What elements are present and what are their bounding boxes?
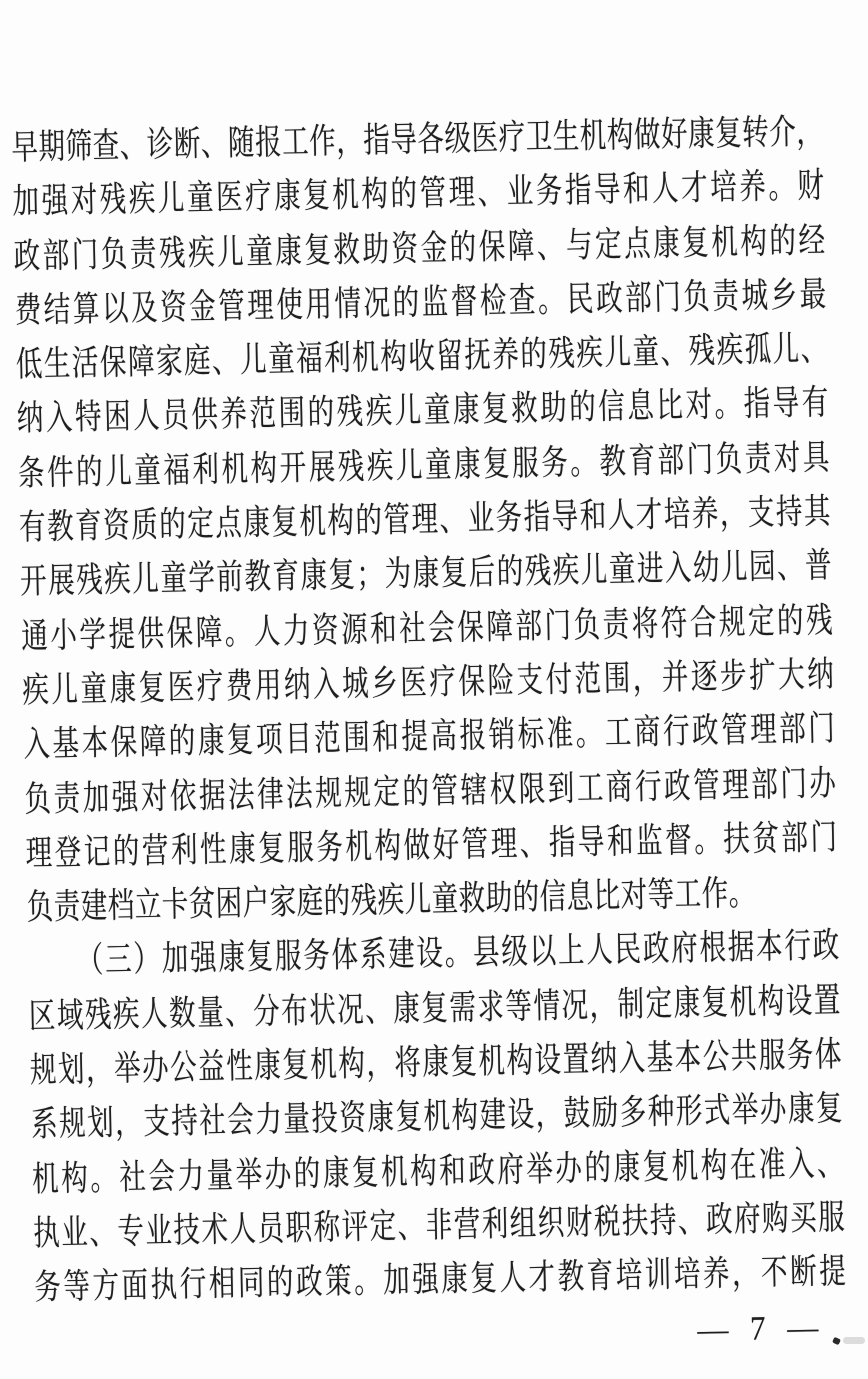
text-line: 执业、专业技术人员职称评定、非营利组织财税扶持、政府购买服 — [32, 1196, 846, 1253]
text-line: 政部门负责残疾儿童康复救助资金的保障、与定点康复机构的经 — [13, 219, 826, 276]
text-line: 纳入特困人员供养范围的残疾儿童康复救助的信息比对。指导有 — [16, 382, 830, 439]
page-number: — 7 — — [696, 1307, 826, 1349]
text-line: 低生活保障家庭、儿童福利机构收留抚养的残疾儿童、残疾孤儿、 — [15, 328, 829, 385]
text-line: 条件的儿童福利机构开展残疾儿童康复服务。教育部门负责对具 — [17, 436, 831, 493]
document-text — [11, 104, 848, 1365]
text-line: 系规划，支持社会力量投资康复机构建设，鼓励多种形式举办康复 — [30, 1088, 844, 1145]
text-line: 开展残疾儿童学前教育康复；为康复后的残疾儿童进入幼儿园、普 — [19, 545, 833, 602]
text-line-section-heading: （三）加强康复服务体系建设。县级以上人民政府根据本行政 — [76, 925, 841, 981]
text-line: 机构。社会力量举办的康复机构和政府举办的康复机构在准入、 — [31, 1142, 845, 1199]
text-line: 区域残疾人数量、分布状况、康复需求等情况，制定康复机构设置 — [28, 979, 842, 1036]
text-line: 理登记的营利性康复服务机构做好管理、指导和监督。扶贫部门 — [25, 816, 838, 873]
text-line: 入基本保障的康复项目范围和提高报销标准。工商行政管理部门 — [23, 708, 836, 765]
text-line: 务等方面执行相同的政策。加强康复人才教育培训培养，不断提 — [33, 1251, 847, 1308]
text-line: 加强对残疾儿童医疗康复机构的管理、业务指导和人才培养。财 — [12, 165, 825, 222]
text-line: 费结算以及资金管理使用情况的监督检查。民政部门负责城乡最 — [14, 274, 827, 330]
text-line: 通小学提供保障。人力资源和社会保障部门负责将符合规定的残 — [20, 599, 834, 656]
text-line: 规划，举办公益性康复机构，将康复机构设置纳入基本公共服务体 — [29, 1034, 843, 1090]
text-line: 早期筛查、诊断、随报工作，指导各级医疗卫生机构做好康复转介， — [11, 111, 824, 168]
scan-smudge — [843, 1337, 865, 1344]
text-line: 有教育资质的定点康复机构的管理、业务指导和人才培养，支持其 — [18, 491, 832, 548]
text-line: 负责加强对依据法律法规规定的管辖权限到工商行政管理部门办 — [24, 762, 837, 819]
text-line: 疾儿童康复医疗费用纳入城乡医疗保险支付范围，并逐步扩大纳 — [21, 654, 835, 710]
text-line-paragraph-end: 负责建档立卡贫困户家庭的残疾儿童救助的信息比对等工作。 — [26, 872, 756, 928]
